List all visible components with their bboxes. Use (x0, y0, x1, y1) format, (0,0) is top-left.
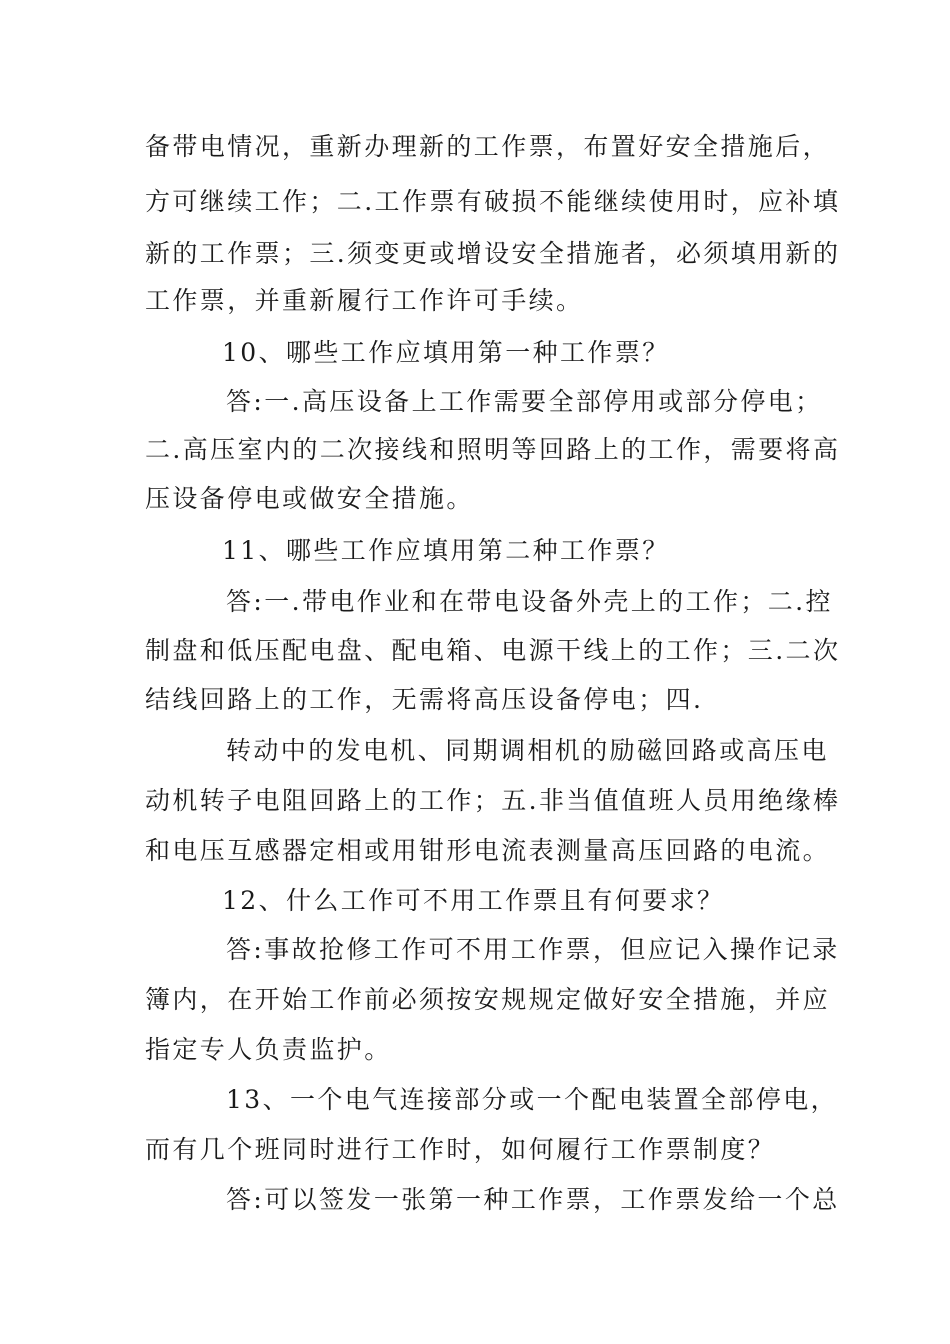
paragraph-line: 工作票，并重新履行工作许可手续。 (145, 286, 584, 315)
paragraph-line: 结线回路上的工作，无需将高压设备停电；四. (145, 685, 704, 714)
question-heading: 10、哪些工作应填用第一种工作票？ (222, 338, 670, 367)
paragraph-line: 转动中的发电机、同期调相机的励磁回路或高压电 (226, 736, 829, 765)
question-heading: 13、一个电气连接部分或一个配电装置全部停电， (226, 1085, 839, 1114)
paragraph-line: 制盘和低压配电盘、配电箱、电源干线上的工作；三.二次 (145, 636, 841, 665)
answer-line: 答:可以签发一张第一种工作票，工作票发给一个总 (226, 1185, 840, 1214)
question-heading: 11、哪些工作应填用第二种工作票？ (222, 536, 670, 565)
answer-line: 答:一.带电作业和在带电设备外壳上的工作；二.控 (226, 587, 833, 616)
paragraph-line: 和电压互感器定相或用钳形电流表测量高压回路的电流。 (145, 836, 831, 865)
paragraph-line: 压设备停电或做安全措施。 (145, 484, 474, 513)
answer-line: 答:事故抢修工作可不用工作票，但应记入操作记录 (226, 935, 840, 964)
question-heading: 12、什么工作可不用工作票且有何要求？ (222, 886, 725, 915)
paragraph-line: 备带电情况，重新办理新的工作票，布置好安全措施后， (145, 132, 831, 161)
paragraph-line: 指定专人负责监护。 (145, 1035, 392, 1064)
answer-line: 答:一.高压设备上工作需要全部停用或部分停电； (226, 387, 823, 416)
paragraph-line: 簿内，在开始工作前必须按安规规定做好安全措施，并应 (145, 985, 831, 1014)
paragraph-line: 而有几个班同时进行工作时，如何履行工作票制度？ (145, 1135, 776, 1164)
paragraph-line: 二.高压室内的二次接线和照明等回路上的工作，需要将高 (145, 435, 841, 464)
paragraph-line: 动机转子电阻回路上的工作；五.非当值值班人员用绝缘棒 (145, 786, 841, 815)
paragraph-line: 新的工作票；三.须变更或增设安全措施者，必须填用新的 (145, 239, 841, 268)
paragraph-line: 方可继续工作；二.工作票有破损不能继续使用时，应补填 (145, 187, 841, 216)
